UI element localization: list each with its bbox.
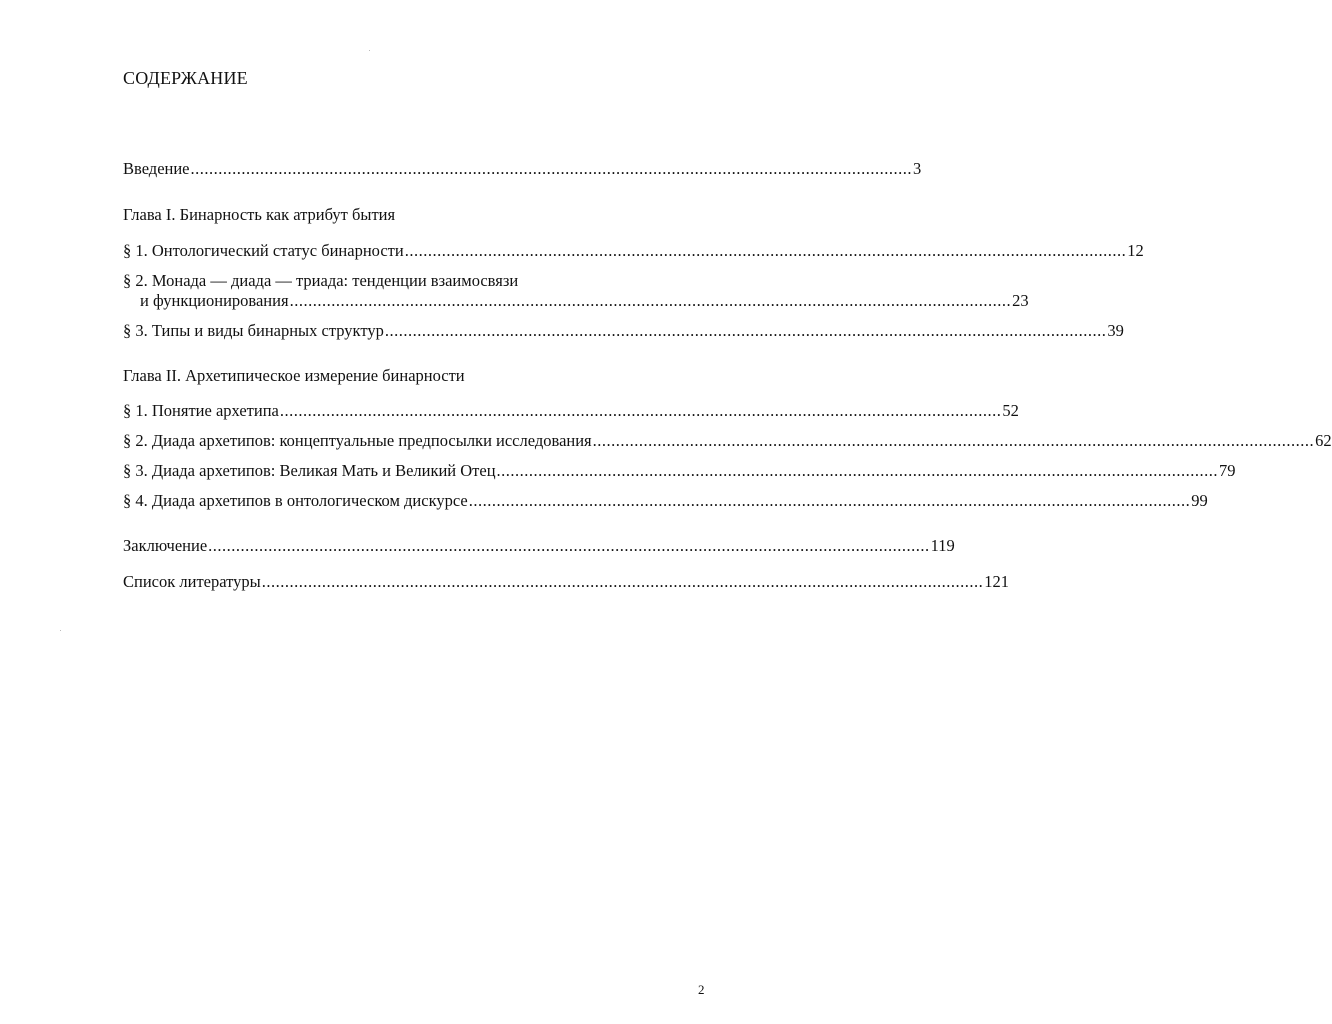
toc-entry-label: Заключение — [123, 536, 208, 555]
toc-entry-ch2-s3[interactable] — [123, 461, 1236, 481]
toc-entry-page: 12 — [1127, 241, 1144, 260]
toc-entry-label: § 4. Диада архетипов в онтологическом дискурсе — [123, 491, 468, 510]
toc-entry-label: Введение — [123, 159, 190, 178]
toc-entry-label: § 2. Диада архетипов: концептуальные предпосылки исследования — [123, 431, 592, 450]
toc-entry-ch2-s4[interactable] — [123, 491, 1208, 511]
page-title: СОДЕРЖАНИЕ — [123, 68, 248, 88]
toc-entry-ch1-s3[interactable] — [123, 321, 1124, 341]
toc-entry-introduction[interactable] — [123, 159, 922, 179]
toc-entry-bibliography[interactable] — [123, 572, 1009, 592]
toc-entry-ch2-s2[interactable] — [123, 431, 1332, 451]
dot-leader: ............................................................................................................................................................ — [384, 321, 1107, 340]
toc-entry-page: 62 — [1315, 431, 1332, 450]
chapter-heading-2[interactable]: Глава II. Архетипическое измерение бинарности — [123, 366, 465, 385]
dot-leader: ............................................................................................................................................................ — [496, 461, 1219, 480]
toc-entry-label: § 1. Понятие архетипа — [123, 401, 279, 420]
toc-entry-ch1-s2[interactable] — [140, 291, 1029, 311]
dot-leader: ............................................................................................................................................................ — [279, 401, 1002, 420]
toc-entry-ch2-s1[interactable] — [123, 401, 1019, 421]
dot-leader: ............................................................................................................................................................ — [208, 536, 930, 555]
toc-entry-label: § 1. Онтологический статус бинарности — [123, 241, 404, 260]
toc-entry-label: § 3. Типы и виды бинарных структур — [123, 321, 384, 340]
dot-leader: ............................................................................................................................................................ — [404, 241, 1127, 260]
toc-entry-page: 23 — [1012, 291, 1029, 310]
toc-entry-label: Список литературы — [123, 572, 261, 591]
scan-speck — [369, 50, 370, 51]
dot-leader: ............................................................................................................................................................ — [261, 572, 984, 591]
toc-entry-page: 99 — [1191, 491, 1208, 510]
toc-entry-page: 119 — [930, 536, 955, 555]
toc-entry-ch1-s2-line1[interactable]: § 2. Монада — диада — триада: тенденции взаимосвязи — [123, 271, 519, 290]
dot-leader: ............................................................................................................................................................ — [289, 291, 1012, 310]
toc-entry-conclusion[interactable] — [123, 536, 955, 556]
dot-leader: ............................................................................................................................................................ — [468, 491, 1191, 510]
dot-leader: ............................................................................................................................................................ — [190, 159, 913, 178]
scan-speck — [60, 630, 61, 631]
toc-entry-page: 39 — [1107, 321, 1124, 340]
toc-entry-page: 52 — [1002, 401, 1019, 420]
dot-leader: ............................................................................................................................................................ — [592, 431, 1315, 450]
page-number: 2 — [698, 982, 705, 997]
toc-entry-label: § 3. Диада архетипов: Великая Мать и Великий Отец — [123, 461, 496, 480]
toc-entry-ch1-s1[interactable] — [123, 241, 1144, 261]
toc-entry-page: 3 — [913, 159, 922, 178]
toc-entry-page: 79 — [1219, 461, 1236, 480]
toc-entry-label: и функционирования — [140, 291, 289, 310]
toc-entry-page: 121 — [984, 572, 1009, 591]
chapter-heading-1[interactable]: Глава I. Бинарность как атрибут бытия — [123, 205, 396, 224]
